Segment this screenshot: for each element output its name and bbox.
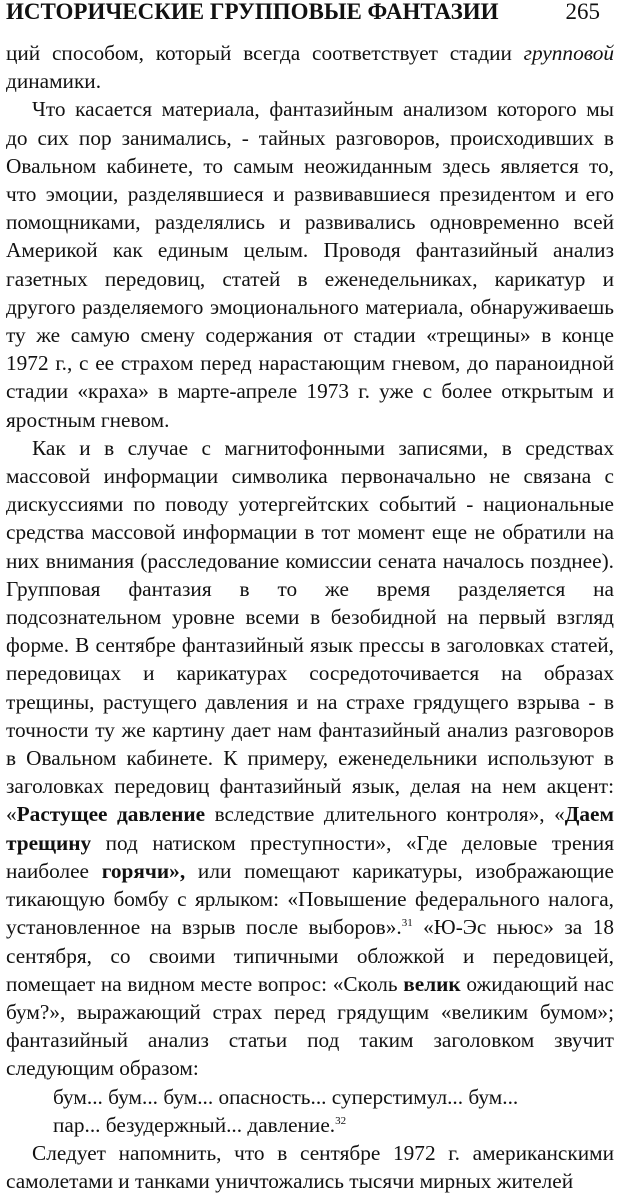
text-run: ций способом, который всегда соответствует стадии xyxy=(6,41,524,65)
text-run: под натиском преступности», «Где деловые трения наиболее xyxy=(6,830,614,883)
text-run: бум... бум... бум... опасность... суперстимул... бум... xyxy=(53,1084,519,1109)
text-run: «Ю-Эс ньюс» за 18 сентября, со своими типичными обложкой и передовицей, помещает на видном месте вопрос: «Сколь xyxy=(6,915,614,996)
paragraph xyxy=(6,39,614,95)
footnote-marker: 32 xyxy=(335,1114,347,1127)
footnote-marker: 31 xyxy=(401,917,413,930)
paragraph xyxy=(6,434,614,1083)
running-head: ИСТОРИЧЕСКИЕ ГРУППОВЫЕ ФАНТАЗИИ xyxy=(6,0,499,24)
bold-phrase: велик xyxy=(403,971,461,996)
page-header xyxy=(6,0,614,23)
text-run: пар... безудержный... давление. xyxy=(53,1112,336,1137)
text-run: вследствие длительного контроля», « xyxy=(205,802,565,827)
paragraph xyxy=(6,95,614,433)
bold-phrase: Даем трещину xyxy=(6,802,615,855)
text-run: ожидающий нас бум?», выражающий страх перед грядущим «великим бумом»; фантазийный анализ статьи под таким заголовком звучит следующим образом: xyxy=(6,971,614,1081)
text-run: или помещают карикатуры, изображающие тикающую бомбу с ярлыком: «Повышение федерального налога, установленное на взрыв после выборов». xyxy=(6,858,614,940)
italic-phrase: групповой xyxy=(523,41,614,65)
text-run: динамики. xyxy=(6,69,102,94)
page-number: 265 xyxy=(565,0,600,24)
text-run: Что касается материала, фантазийным анализом которого мы до сих пор занимались, - тайных разговоров, происходивших в Овальном кабинете, то самым неожиданным здесь является то, что эмоции, разделявшиеся и развивавшиеся президентом и его помощниками, разделялись и развивались одновременно всей Америкой как единым целым. Проводя фантазийный анализ газетных передовиц, статей в еженедельниках, карикатур и другого разделяемого эмоционального материала, обнаруживаешь ту же самую смену содержания от стадии «трещины» в конце 1972 г., с ее страхом перед нарастающим гневом, до параноидной стадии «краха» в марте-апреле 1973 г. уже с более открытым и яростным гневом. xyxy=(6,97,614,432)
paragraph xyxy=(6,1139,614,1195)
body-text xyxy=(6,39,614,1195)
bold-phrase: Растущее давление xyxy=(16,802,206,827)
bold-phrase: горячи», xyxy=(101,858,186,883)
text-run: Как и в случае с магнитофонными записями, в средствах массовой информации символика первоначально не связана с дискуссиями по поводу уотергейтских событий - национальные средства массовой информации в тот момент еще не обратили на них внимания (расследование комиссии сената началось позднее). Групповая фантазия в то же время разделяется на подсознательном уровне всеми в безобидной на первый взгляд форме. В сентябре фантазийный язык прессы в заголовках статей, передовицах и карикатурах сосредоточивается на образах трещины, растущего давления и на страхе грядущего взрыва - в точности ту же картину дает нам фантазийный анализ разговоров в Овальном кабинете. К примеру, еженедельники используют в заголовках передовиц фантазийный язык, делая на нем акцент: « xyxy=(6,435,614,827)
text-run: Следует напомнить, что в сентябре 1972 г. американскими самолетами и танками уничтожались тысячи мирных жителей xyxy=(6,1140,614,1194)
quoted-verse xyxy=(6,1083,614,1139)
